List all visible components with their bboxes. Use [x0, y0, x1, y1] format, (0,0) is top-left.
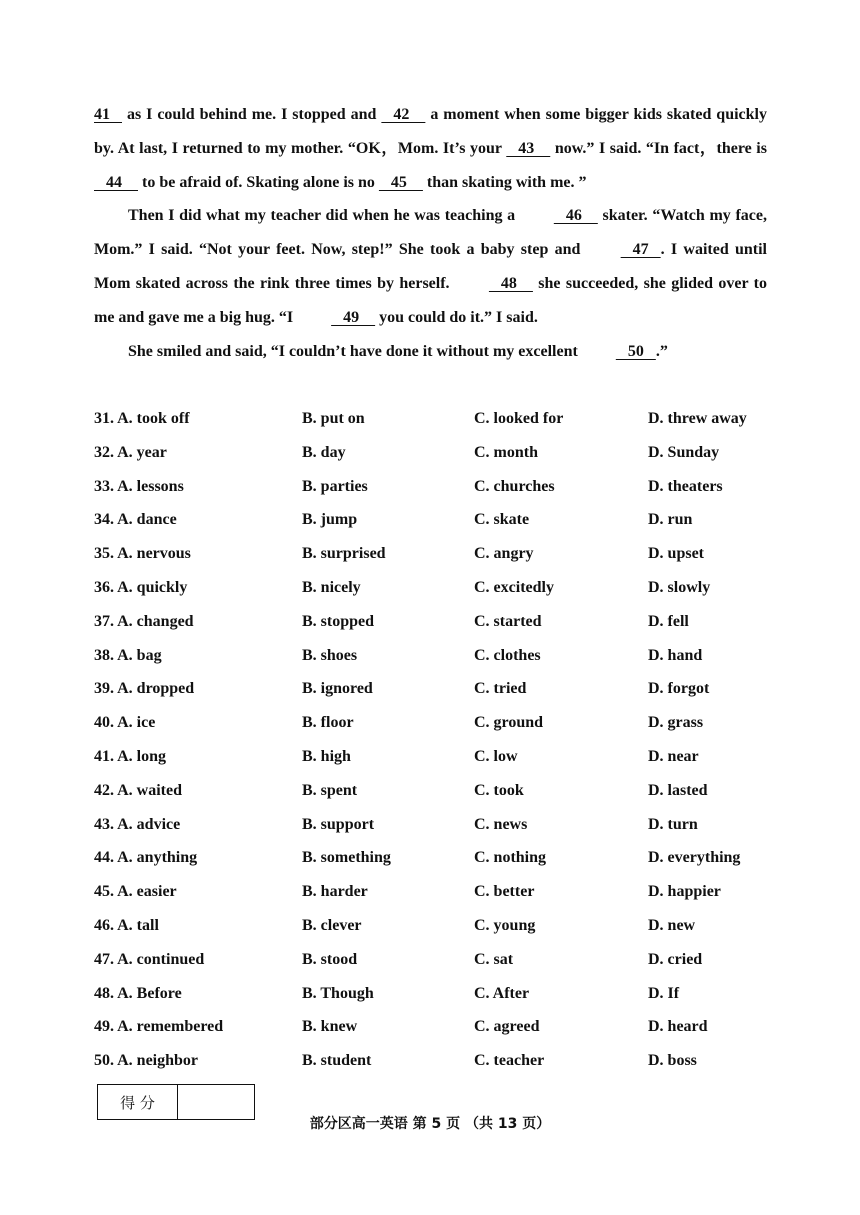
question-row	[94, 639, 794, 673]
score-label: 得 分	[98, 1085, 178, 1119]
option-b: B. Though	[302, 984, 374, 1002]
option-d: D. upset	[648, 545, 705, 563]
question-row	[94, 943, 794, 977]
question-row	[94, 909, 794, 943]
option-a: 38. A. bag	[94, 646, 162, 664]
option-b: B. jump	[302, 511, 358, 529]
option-c: C. angry	[474, 545, 534, 563]
passage-paragraph	[94, 98, 767, 199]
passage-text: skater. “Watch my face, Mom.” I said. “Not your feet. Now, step!” She took a baby step and	[94, 207, 767, 259]
option-b: B. put on	[302, 410, 365, 427]
option-c: C. took	[474, 781, 524, 799]
option-b: B. shoes	[302, 646, 358, 664]
option-b: B. day	[302, 443, 346, 461]
option-a: 40. A. ice	[94, 714, 156, 732]
question-row	[94, 740, 794, 774]
option-c: C. looked for	[474, 410, 564, 427]
option-d: D. new	[648, 916, 696, 934]
option-b: B. spent	[302, 781, 358, 799]
option-a: 33. A. lessons	[94, 477, 184, 495]
option-d: D. theaters	[648, 477, 723, 495]
answer-blank: 41	[94, 106, 122, 123]
option-c: C. started	[474, 612, 542, 630]
page-footer: 部分区高一英语 第 5 页 （共 13 页）	[309, 1116, 551, 1132]
option-b: B. stood	[302, 950, 358, 968]
option-b: B. stopped	[302, 612, 375, 630]
passage-paragraph	[94, 335, 767, 369]
option-c: C. agreed	[474, 1018, 540, 1036]
option-a: 37. A. changed	[94, 612, 194, 630]
passage-text: . I waited until Mom skated across the rink three times by herself.	[94, 241, 767, 292]
question-row	[94, 470, 794, 504]
question-row	[94, 1010, 794, 1044]
option-d: D. heard	[648, 1018, 708, 1036]
option-b: B. parties	[302, 477, 368, 495]
option-a: 50. A. neighbor	[94, 1052, 199, 1070]
option-b: B. support	[302, 815, 375, 833]
passage-text: .”	[655, 342, 668, 360]
question-row	[94, 402, 794, 436]
passage-paragraph	[94, 199, 767, 334]
option-d: D. turn	[648, 815, 698, 833]
option-d: D. grass	[648, 714, 704, 732]
option-c: C. churches	[474, 477, 555, 495]
question-row	[94, 537, 794, 571]
option-a: 39. A. dropped	[94, 680, 195, 698]
option-b: B. knew	[302, 1018, 358, 1036]
option-b: B. something	[302, 849, 391, 867]
option-d: D. fell	[648, 612, 689, 630]
option-a: 36. A. quickly	[94, 578, 188, 596]
question-row	[94, 1044, 794, 1078]
option-a: 34. A. dance	[94, 511, 177, 529]
option-c: C. ground	[474, 714, 544, 732]
question-row	[94, 503, 794, 537]
option-d: D. near	[648, 747, 699, 765]
passage-text: you could do it.” I said.	[375, 308, 538, 326]
option-b: B. high	[302, 747, 351, 765]
passage-text: a moment when some bigger kids skated quickly by. At last, I returned to my mother. “OK，Mom. It’s your	[94, 106, 767, 157]
answer-blank: 48	[488, 274, 533, 292]
option-c: C. young	[474, 916, 536, 934]
option-a: 45. A. easier	[94, 883, 177, 901]
question-row	[94, 605, 794, 639]
option-a: 47. A. continued	[94, 950, 205, 968]
option-c: C. After	[474, 984, 530, 1002]
answer-blank: 44	[94, 173, 138, 191]
option-a: 32. A. year	[94, 443, 167, 461]
option-a: 43. A. advice	[94, 815, 181, 833]
cloze-passage	[94, 98, 767, 368]
option-d: D. run	[648, 511, 693, 529]
option-a: 49. A. remembered	[94, 1018, 224, 1036]
answer-options	[94, 402, 794, 1078]
answer-blank: 45	[378, 173, 423, 191]
option-a: 35. A. nervous	[94, 545, 191, 563]
option-a: 48. A. Before	[94, 984, 182, 1002]
option-c: C. clothes	[474, 646, 541, 664]
option-d: D. happier	[648, 883, 721, 901]
answer-blank: 50	[615, 342, 656, 360]
answer-blank: 46	[553, 207, 598, 225]
option-c: C. nothing	[474, 849, 547, 867]
option-d: D. If	[648, 984, 680, 1002]
option-a: 44. A. anything	[94, 849, 198, 867]
passage-text: Then I did what my teacher did when he was teaching a	[128, 207, 520, 225]
question-row	[94, 774, 794, 808]
option-c: C. news	[474, 815, 528, 833]
question-row	[94, 436, 794, 470]
option-d: D. forgot	[648, 680, 710, 698]
option-c: C. low	[474, 747, 518, 765]
option-b: B. nicely	[302, 578, 361, 596]
passage-text: She smiled and said, “I couldn’t have done it without my excellent	[128, 342, 582, 360]
question-row	[94, 706, 794, 740]
option-a: 41. A. long	[94, 747, 167, 765]
option-c: C. teacher	[474, 1052, 545, 1070]
option-c: C. excitedly	[474, 578, 554, 596]
option-b: B. clever	[302, 916, 362, 934]
option-d: D. lasted	[648, 781, 708, 799]
passage-text: than skating with me. ”	[422, 173, 587, 191]
question-row	[94, 672, 794, 706]
question-row	[94, 841, 794, 875]
option-b: B. surprised	[302, 545, 386, 563]
option-b: B. harder	[302, 883, 368, 901]
option-b: B. ignored	[302, 680, 373, 698]
option-c: C. tried	[474, 680, 527, 698]
question-row	[94, 875, 794, 909]
option-d: D. threw away	[648, 410, 747, 427]
option-b: B. floor	[302, 714, 354, 732]
option-d: D. everything	[648, 849, 741, 867]
passage-text: as I could behind me. I stopped and	[122, 106, 382, 123]
option-d: D. boss	[648, 1052, 697, 1070]
passage-text: now.” I said. “In fact，there is	[550, 139, 767, 157]
option-c: C. sat	[474, 950, 514, 968]
option-c: C. skate	[474, 511, 530, 529]
passage-text: she succeeded, she glided over to me and gave me a big hug. “I	[94, 274, 767, 326]
option-d: D. hand	[648, 646, 703, 664]
question-row	[94, 808, 794, 842]
passage-text: to be afraid of. Skating alone is no	[138, 173, 379, 191]
option-c: C. month	[474, 443, 539, 461]
option-a: 42. A. waited	[94, 781, 182, 799]
option-a: 31. A. took off	[94, 410, 190, 427]
option-b: B. student	[302, 1052, 372, 1070]
answer-blank: 47	[620, 241, 661, 259]
option-d: D. Sunday	[648, 443, 720, 461]
question-row	[94, 571, 794, 605]
option-c: C. better	[474, 883, 535, 901]
question-row	[94, 977, 794, 1011]
option-a: 46. A. tall	[94, 916, 159, 934]
answer-blank: 42	[381, 106, 426, 123]
option-d: D. cried	[648, 950, 703, 968]
option-d: D. slowly	[648, 578, 711, 596]
answer-blank: 49	[331, 308, 376, 326]
answer-blank: 43	[506, 139, 551, 157]
